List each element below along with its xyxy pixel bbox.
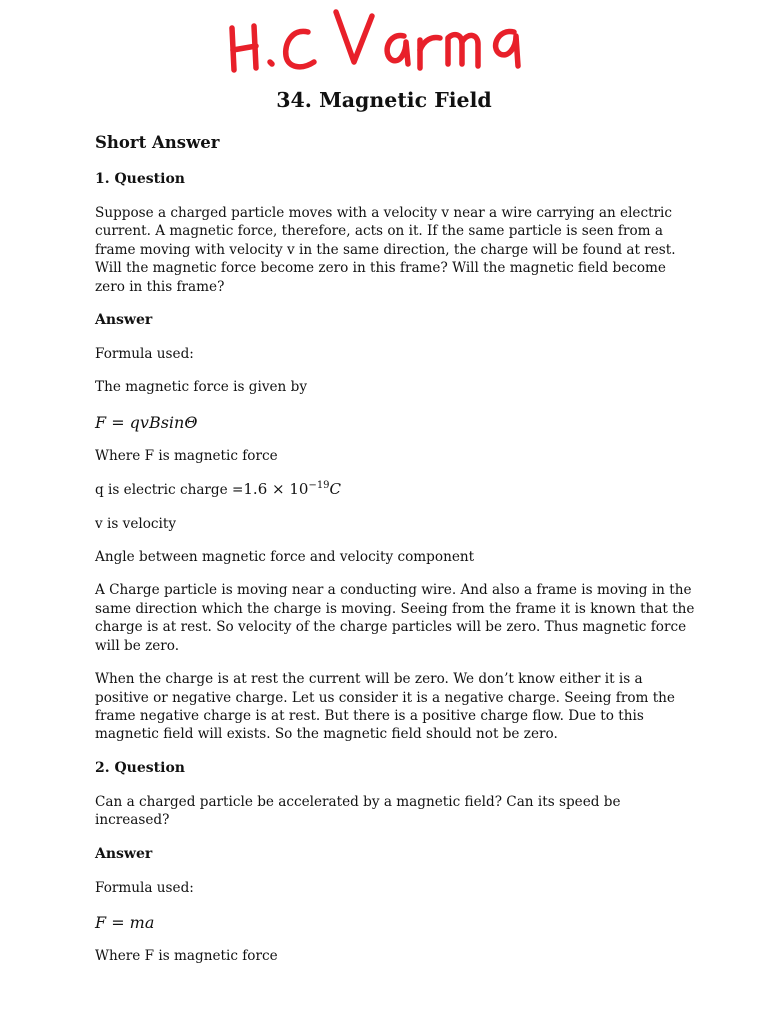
formula-used-label: Formula used: <box>95 346 194 363</box>
velocity-definition: v is velocity <box>95 515 177 532</box>
answer-2-heading: Answer <box>95 845 153 862</box>
question-2-text: Can a charged particle be accelerated by a magnetic field? Can its speed be increased? <box>95 793 621 829</box>
page-title: 34. Magnetic Field <box>276 88 492 112</box>
charge-value-exponent: −19 <box>308 480 330 492</box>
newton-formula: F = ma <box>95 912 155 932</box>
angle-definition: Angle between magnetic force and velocity component <box>95 549 475 566</box>
question-1-text: Suppose a charged particle moves with a velocity v near a wire carrying an electric current. A magnetic force, therefore, acts on it. If the same particle is seen from a frame moving with velocity v in the same direction, the charge will be found at rest. Will the magnetic force become zero in this frame? Will the magnetic field become zero in this frame? <box>95 205 676 295</box>
magnetic-force-formula: F = qvBsinΘ <box>95 412 198 432</box>
answer-1-paragraph-2: When the charge is at rest the current will be zero. We don’t know either it is a positive or negative charge. Let us consider it is a negative charge. Seeing from the frame negative charge is at rest. But there is a positive charge flow. Due to this magnetic field will exists. So the magnetic field should not be zero. <box>95 671 675 743</box>
document-body <box>95 132 695 980</box>
answer-1-paragraph-1: A Charge particle is moving near a conducting wire. And also a frame is moving in the same direction which the charge is moving. Seeing from the frame it is known that the charge is at rest. So velocity of the charge particles will be zero. Thus magnetic force will be zero. <box>95 582 695 654</box>
force-given-by-text: The magnetic force is given by <box>95 379 307 396</box>
charge-definition <box>95 480 695 499</box>
charge-definition-label: q is electric charge = <box>95 482 244 499</box>
charge-value-unit: C <box>329 480 342 499</box>
where-f-text: Where F is magnetic force <box>95 447 278 464</box>
question-2-heading: 2. Question <box>95 759 185 776</box>
charge-value <box>243 480 341 498</box>
question-1-heading: 1. Question <box>95 171 185 187</box>
charge-value-mantissa: 1.6 × 10 <box>243 480 309 499</box>
handwritten-title-signature <box>222 6 542 76</box>
formula-used-label-2: Formula used: <box>95 879 194 896</box>
section-heading: Short Answer <box>95 133 220 152</box>
where-f-text-2: Where F is magnetic force <box>95 947 278 964</box>
answer-1-heading: Answer <box>95 312 153 329</box>
